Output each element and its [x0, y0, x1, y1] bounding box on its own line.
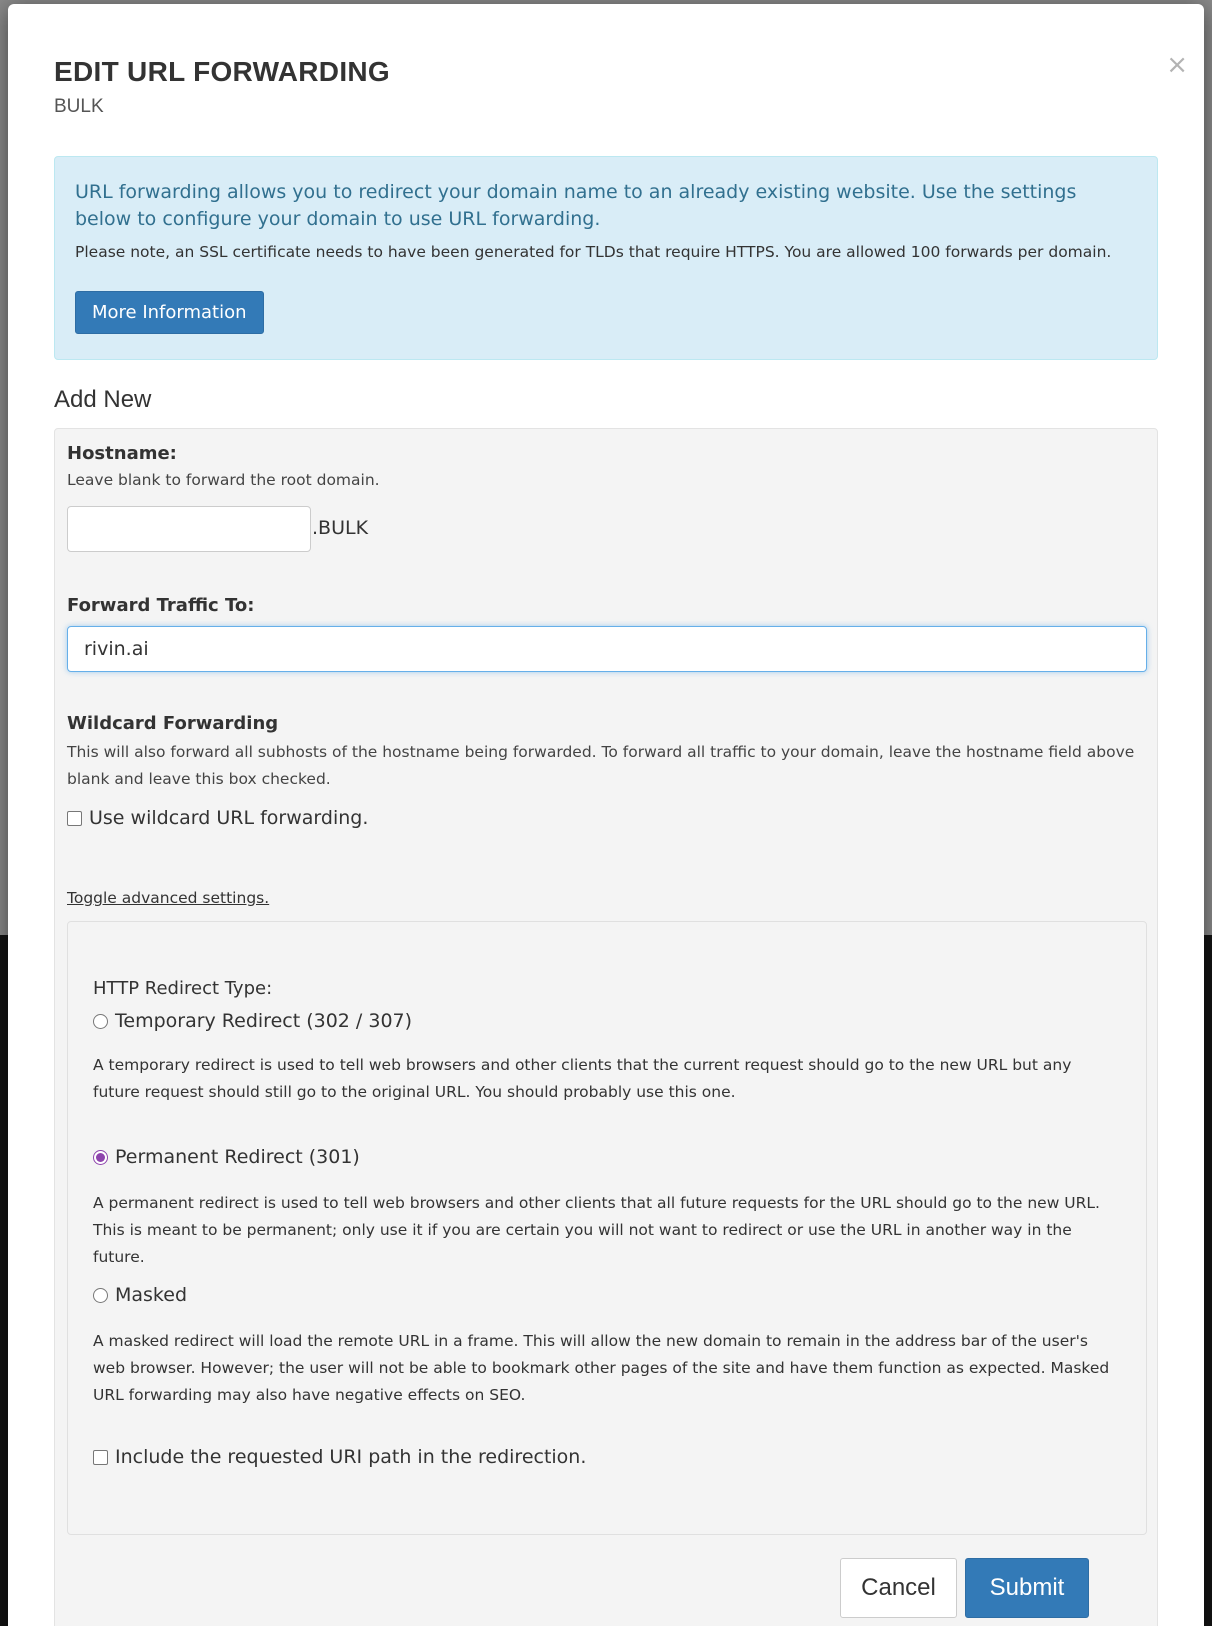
modal-subtitle: BULK: [54, 96, 104, 117]
hostname-help: Leave blank to forward the root domain.: [67, 471, 380, 489]
include-uri-label: Include the requested URI path in the redirection.: [115, 1446, 587, 1468]
permanent-redirect-description: A permanent redirect is used to tell web browsers and other clients that all future requests for the URL should go to the new URL. This is meant to be permanent; only use it if you are certain you will not want to redirect or use the URL in another way in the future.: [93, 1194, 1100, 1266]
add-new-heading: Add New: [54, 386, 152, 413]
modal-footer: [840, 1558, 1089, 1618]
permanent-redirect-radio[interactable]: [93, 1150, 108, 1165]
temporary-redirect-description: A temporary redirect is used to tell web browsers and other clients that the current request should go to the new URL but any future request should still go to the original URL. You should probably use this one.: [93, 1056, 1072, 1101]
radio-row-permanent[interactable]: [93, 1146, 360, 1168]
masked-redirect-description: A masked redirect will load the remote URL in a frame. This will allow the new domain to remain in the address bar of the user's web browser. However; the user will not be able to bookmark other pages of the site and have them function as expected. Masked URL forwarding may also have negative effects on SEO.: [93, 1332, 1110, 1404]
wildcard-checkbox-label: Use wildcard URL forwarding.: [89, 807, 369, 829]
radio-row-masked[interactable]: [93, 1284, 187, 1306]
toggle-advanced-settings-link[interactable]: Toggle advanced settings.: [67, 889, 270, 907]
wildcard-checkbox-row[interactable]: [67, 807, 368, 829]
temporary-redirect-label: Temporary Redirect (302 / 307): [115, 1010, 413, 1032]
advanced-settings-panel: [67, 921, 1147, 1535]
more-information-button[interactable]: More Information: [75, 291, 264, 334]
edit-url-forwarding-modal: [8, 4, 1204, 1626]
hostname-label: Hostname:: [67, 443, 177, 464]
info-alert: [54, 156, 1158, 360]
wildcard-checkbox[interactable]: [67, 811, 82, 826]
close-icon[interactable]: ×: [1166, 50, 1188, 80]
permanent-redirect-label: Permanent Redirect (301): [115, 1146, 360, 1168]
hostname-suffix: .BULK: [312, 517, 369, 539]
hostname-input[interactable]: [67, 506, 311, 552]
redirect-type-label: HTTP Redirect Type:: [93, 978, 273, 999]
modal-title: EDIT URL FORWARDING: [54, 56, 390, 87]
cancel-button[interactable]: Cancel: [840, 1558, 957, 1618]
include-uri-row[interactable]: [93, 1446, 586, 1468]
info-main-text: URL forwarding allows you to redirect your domain name to an already existing website. Use the settings below to configure your domain to use URL forwarding.: [75, 181, 1077, 230]
wildcard-forwarding-label: Wildcard Forwarding: [67, 713, 279, 734]
radio-row-temporary[interactable]: [93, 1010, 412, 1032]
modal-header: [54, 56, 1164, 118]
info-note-text: Please note, an SSL certificate needs to have been generated for TLDs that require HTTPS. You are allowed 100 forwards per domain.: [75, 243, 1112, 261]
add-new-form: [54, 428, 1158, 1626]
temporary-redirect-radio[interactable]: [93, 1014, 108, 1029]
masked-redirect-label: Masked: [115, 1284, 188, 1306]
masked-redirect-radio[interactable]: [93, 1288, 108, 1303]
forward-traffic-label: Forward Traffic To:: [67, 595, 255, 616]
forward-traffic-input[interactable]: rivin.ai: [67, 626, 1147, 672]
submit-button[interactable]: Submit: [965, 1558, 1089, 1618]
wildcard-help: This will also forward all subhosts of the hostname being forwarded. To forward all traffic to your domain, leave the hostname field above blank and leave this box checked.: [67, 743, 1135, 788]
include-uri-checkbox[interactable]: [93, 1450, 108, 1465]
